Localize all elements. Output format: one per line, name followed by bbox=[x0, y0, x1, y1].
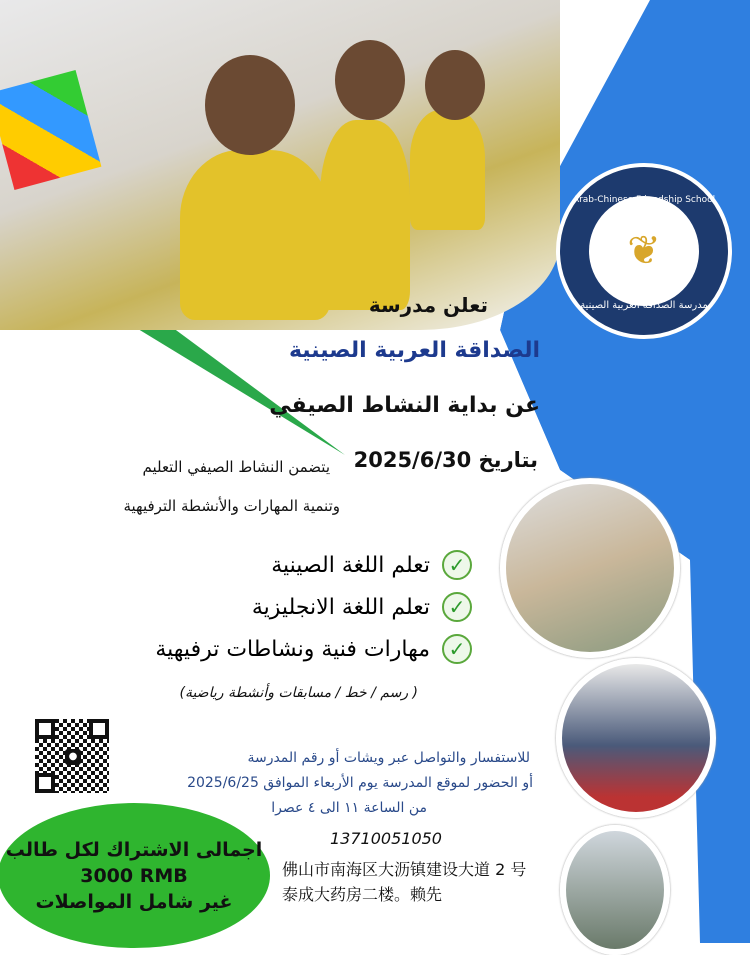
features-note: ( رسم / خط / مسابقات وأنشطة رياضية) bbox=[179, 685, 418, 701]
fee-line3: غير شامل المواصلات bbox=[35, 890, 233, 913]
headline-school-name: الصداقة العربية الصينية bbox=[288, 338, 540, 363]
feature-label: تعلم اللغة الصينية bbox=[271, 552, 430, 578]
feature-item bbox=[155, 550, 472, 580]
logo-english-text: Arab-Chinese Friendship School bbox=[572, 195, 716, 205]
feature-item bbox=[155, 592, 472, 622]
check-circle-icon: ✓ bbox=[442, 592, 472, 622]
features-list bbox=[155, 550, 472, 664]
phone-number: 13710051050 bbox=[330, 829, 442, 848]
students-certificates-photo bbox=[556, 658, 716, 818]
feature-label: مهارات فنية ونشاطات ترفيهية bbox=[155, 636, 430, 662]
wechat-qr-code[interactable] bbox=[32, 716, 112, 796]
fee-amount: 3000 RMB bbox=[80, 864, 188, 887]
address-line2: 泰成大药房二楼。赖先 bbox=[282, 885, 443, 904]
contact-line1: للاستفسار والتواصل عبر ويشات أو رقم المدرسة bbox=[247, 750, 530, 766]
check-circle-icon: ✓ bbox=[442, 634, 472, 664]
school-logo bbox=[556, 163, 732, 339]
contact-line3: من الساعة ١١ الى ٤ عصرا bbox=[271, 800, 427, 816]
intro-line1: يتضمن النشاط الصيفي التعليم bbox=[142, 458, 330, 476]
fee-oval bbox=[0, 803, 270, 948]
check-circle-icon: ✓ bbox=[442, 550, 472, 580]
wechat-icon: ● bbox=[65, 749, 81, 765]
feature-label: تعلم اللغة الانجليزية bbox=[251, 594, 430, 620]
headline-line3: عن بداية النشاط الصيفي bbox=[269, 393, 540, 418]
students-group-photo bbox=[560, 825, 670, 955]
children-photo bbox=[0, 0, 560, 330]
fee-line1: اجمالى الاشتراك لكل طالب bbox=[5, 838, 263, 861]
feature-item bbox=[155, 634, 472, 664]
headline-line1: تعلن مدرسة bbox=[368, 293, 488, 317]
open-book-leaf-crown-icon: ❦ bbox=[589, 196, 699, 306]
headline-date: بتاريخ 2025/6/30 bbox=[353, 448, 538, 472]
intro-line2: وتنمية المهارات والأنشطة الترفيهية bbox=[123, 497, 340, 515]
classroom-photo bbox=[500, 478, 680, 658]
logo-arabic-text: مدرسة الصداقة العربية الصينية bbox=[580, 300, 708, 311]
contact-line2: أو الحضور لموقع المدرسة يوم الأربعاء الموافق 2025/6/25 bbox=[187, 775, 533, 791]
address-line1: 佛山市南海区大沥镇建设大道 2 号 bbox=[282, 860, 527, 879]
